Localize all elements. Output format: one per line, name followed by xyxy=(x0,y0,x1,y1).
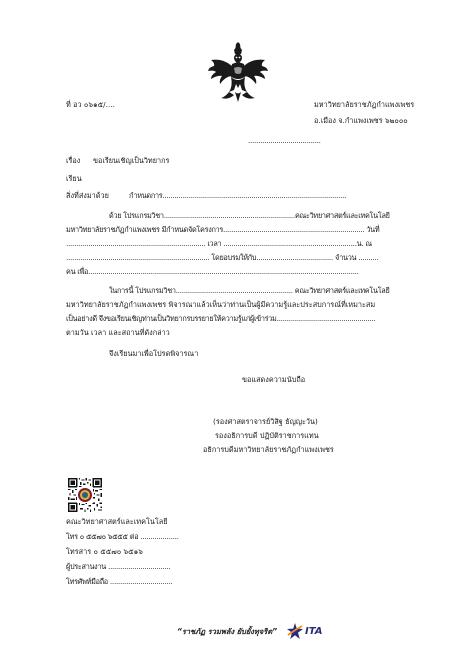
contact-fax: โทรสาร ๐ ๕๕๗๐ ๖๕๑๖ xyxy=(66,547,143,556)
signer-name: (รองศาสตราจารย์วิสิฐ ธัญญะวัน) xyxy=(213,417,318,426)
paragraph1-line3: ..................................................................... เวลา ..................................................................น. ณ xyxy=(66,239,372,248)
paragraph1-line1: ด้วย โปรแกรมวิชา.................................................................คณะวิทยาศาสตร์และเทคโนโลยี xyxy=(109,211,390,220)
signer-position-2: อธิการบดีมหาวิทยาลัยราชภัฏกำแพงเพชร xyxy=(203,445,334,454)
signer-position-1: รองอธิการบดี ปฏิบัติราชการแทน xyxy=(215,431,319,440)
paragraph2-line3: เป็นอย่างดี จึงขอเรียนเชิญท่านเป็นวิทยากรบรรยายให้ความรู้แก่ผู้เข้าร่วม................................................. xyxy=(66,314,376,323)
reference-number: ที่ อว ๐๖๑๕/.... xyxy=(66,100,115,109)
contact-mobile: โทรศัพท์มือถือ ............................... xyxy=(66,577,173,586)
enclosure-label: สิ่งที่ส่งมาด้วย xyxy=(66,191,109,200)
subject-text: ขอเรียนเชิญเป็นวิทยากร xyxy=(93,156,170,165)
garuda-emblem-icon xyxy=(207,42,269,104)
ita-star-icon xyxy=(287,623,303,639)
contact-coordinator: ผู้ประสานงาน ............................... xyxy=(66,562,171,571)
date-field: .................................... xyxy=(248,136,321,145)
paragraph2-line4: ตามวัน เวลา และสถานที่ดังกล่าว xyxy=(66,328,170,337)
subject-label: เรื่อง xyxy=(66,156,81,165)
paragraph2-line2: มหาวิทยาลัยราชภัฏกำแพงเพชร พิจารณาแล้วเห็นว่าท่านเป็นผู้มีความรู้และประสบการณ์ที่เหมาะสม xyxy=(66,300,376,309)
closing-request: จึงเรียนมาเพื่อโปรดพิจารณา xyxy=(109,349,199,358)
org-name: มหาวิทยาลัยราชภัฏกำแพงเพชร xyxy=(314,100,415,109)
org-address: อ.เมือง จ.กำแพงเพชร ๖๒๐๐๐ xyxy=(314,116,408,125)
paragraph1-line2: มหาวิทยาลัยราชภัฏกำแพงเพชร มีกำหนดจัดโครงการ...................................................................... วันที่ xyxy=(66,225,380,234)
ita-logo-text: ITA xyxy=(305,626,323,637)
paragraph1-line4: ....................................................................... โดยอบรมให้กับ...................................... จำนวน .......... xyxy=(66,253,379,262)
paragraph1-line5: คน เพื่อ...................................................................................................................................... xyxy=(66,267,359,276)
contact-phone: โทร ๐ ๕๕๗๐ ๖๕๕๕ ต่อ ................... xyxy=(66,532,179,541)
university-seal-icon xyxy=(77,487,93,503)
paragraph2-line1: ในการนี้ โปรแกรมวิชา.......................................................... คณะวิทยาศาสตร์และเทคโนโลยี xyxy=(109,286,390,295)
enclosure-text: กำหนดการ........................................................................................... xyxy=(129,191,347,200)
contact-faculty: คณะวิทยาศาสตร์และเทคโนโลยี xyxy=(66,517,168,526)
closing-regards: ขอแสดงความนับถือ xyxy=(242,375,306,384)
salutation: เรียน xyxy=(66,174,82,183)
footer-slogan: “ราชภัฏ รวมพลัง ยับยั้งทุจริต” xyxy=(177,627,278,636)
